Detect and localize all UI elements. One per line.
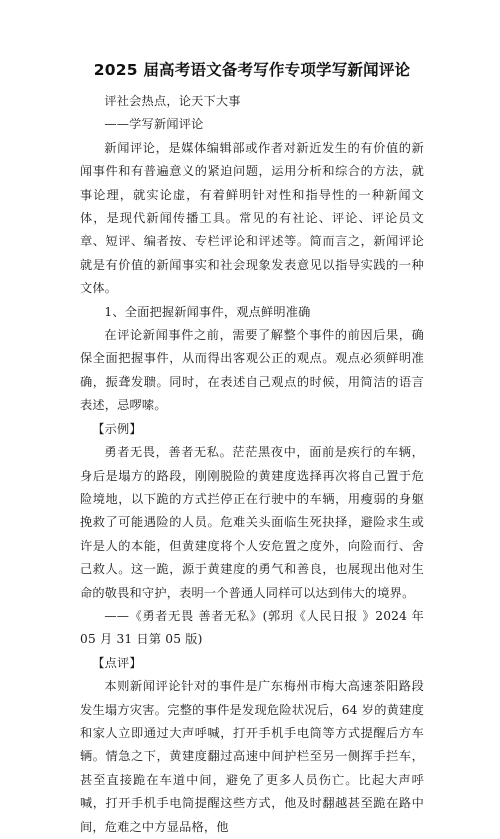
document-title: 2025 届高考语文备考写作专项学写新闻评论	[93, 61, 411, 79]
intro-paragraph: 新闻评论，是媒体编辑部或作者对新近发生的有价值的新闻事件和有普遍意义的紧迫问题，运用分析和综合的方法，就事论理，就实论虚，有着鲜明针对性和指导性的一种新闻文体，是现代新闻传播工具。常见的有社论、评论、评论员文章、短评、编者按、专栏评论和评述等。简而言之，新闻评论就是有价值的新闻事实和社会现象发表意见以指导实践的一种文体。	[80, 140, 424, 296]
example-tag: 【示例】	[92, 421, 142, 436]
section-paragraph: 在评论新闻事件之前，需要了解整个事件的前因后果，确保全面把握事件，从而得出客观公正的观点。观点必须鲜明准确，振聋发聩。同时，在表述自己观点的时候，用简洁的语言表述，忌啰嗦。	[80, 328, 424, 413]
subtitle-line: 评社会热点，论天下大事	[104, 94, 241, 108]
comment-tag: 【点评】	[92, 655, 142, 670]
section-heading: 1、全面把握新闻事件，观点鲜明准确	[104, 304, 311, 319]
comment-paragraph: 本则新闻评论针对的事件是广东梅州市梅大高速茶阳路段发生塌方灾害。完整的事件是发现危险状况后，64 岁的黄建度和家人立即通过大声呼喊，打开手机手电筒等方式提醒后方车辆。情急之下，黄建度翻过高速中间护栏至另一侧挥手拦车，甚至直接跪在车道中间，避免了更多人员伤亡。比起大声呼喊，打开手机手电筒提醒这些方式，他及时翻越甚至跪在路中间，危难之中方显品格，他	[80, 679, 424, 834]
example-source: ——《勇者无畏 善者无私》(郭玥《人民日报 》2024 年 05 月 31 日第 05 版)	[80, 608, 424, 647]
subtitle-dash-line: ——学写新闻评论	[104, 117, 204, 132]
example-paragraph: 勇者无畏，善者无私。茫茫黑夜中，面前是疾行的车辆，身后是塌方的路段，刚刚脱险的黄建度选择再次将自己置于危险境地，以下跪的方式拦停正在行驶中的车辆，用瘦弱的身躯挽救了可能遇险的人员。危难关头面临生死抉择，避险求生或许是人的本能，但黄建度将个人安危置之度外，向险而行、舍己救人。这一跪，源于黄建度的勇气和善良，也展现出他对生命的敬畏和守护，表明一个普通人同样可以达到伟大的境界。	[80, 445, 424, 600]
